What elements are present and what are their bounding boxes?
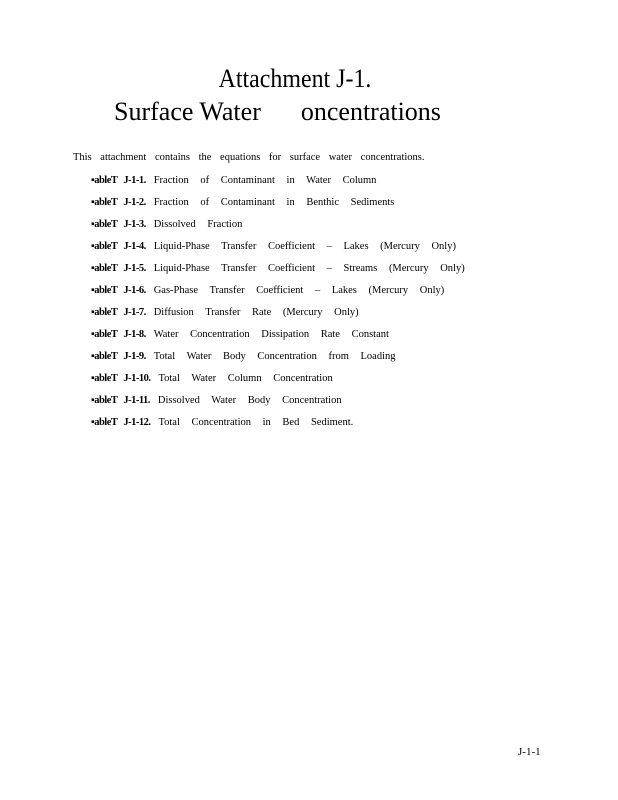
- table-label[interactable]: ▪ableT J-1-10.: [91, 373, 151, 384]
- table-list-item[interactable]: [91, 216, 465, 238]
- table-list-item[interactable]: [91, 326, 465, 348]
- table-list-item[interactable]: [91, 348, 465, 370]
- subtitle-part-2: oncentrations: [300, 97, 441, 126]
- table-description[interactable]: Liquid-Phase Transfer Coefficient – Lakes (Mercury Only): [153, 241, 456, 252]
- page-subtitle: [114, 97, 441, 127]
- table-label[interactable]: ▪ableT J-1-5.: [91, 263, 146, 274]
- table-list-item[interactable]: [91, 414, 465, 436]
- table-list-item[interactable]: [91, 172, 465, 194]
- table-list-item[interactable]: [91, 304, 465, 326]
- table-description[interactable]: Fraction of Contaminant in Benthic Sediments: [153, 197, 395, 208]
- page-number: J-1-1: [518, 746, 541, 758]
- intro-paragraph: This attachment contains the equations for surface water concentrations.: [73, 152, 425, 163]
- table-list-item[interactable]: [91, 238, 465, 260]
- table-label[interactable]: ▪ableT J-1-11.: [91, 395, 150, 406]
- table-label[interactable]: ▪ableT J-1-7.: [91, 307, 146, 318]
- table-label[interactable]: ▪ableT J-1-8.: [91, 329, 146, 340]
- table-description[interactable]: Dissolved Fraction: [153, 219, 243, 230]
- table-description[interactable]: Water Concentration Dissipation Rate Constant: [153, 329, 389, 340]
- table-description[interactable]: Liquid-Phase Transfer Coefficient – Streams (Mercury Only): [153, 263, 465, 274]
- table-description[interactable]: Gas-Phase Transfer Coefficient – Lakes (Mercury Only): [153, 285, 445, 296]
- table-label[interactable]: ▪ableT J-1-2.: [91, 197, 146, 208]
- table-description[interactable]: Total Water Column Concentration: [158, 373, 333, 384]
- table-list: [91, 172, 465, 436]
- table-description[interactable]: Total Water Body Concentration from Loading: [153, 351, 396, 362]
- subtitle-part-1: Surface Water: [114, 97, 261, 126]
- table-label[interactable]: ▪ableT J-1-4.: [91, 241, 146, 252]
- table-description[interactable]: Total Concentration in Bed Sediment.: [158, 417, 354, 428]
- table-label[interactable]: ▪ableT J-1-1.: [91, 175, 146, 186]
- table-list-item[interactable]: [91, 370, 465, 392]
- table-list-item[interactable]: [91, 282, 465, 304]
- table-list-item[interactable]: [91, 194, 465, 216]
- table-label[interactable]: ▪ableT J-1-9.: [91, 351, 146, 362]
- table-list-item[interactable]: [91, 260, 465, 282]
- table-description[interactable]: Diffusion Transfer Rate (Mercury Only): [153, 307, 359, 318]
- table-label[interactable]: ▪ableT J-1-6.: [91, 285, 146, 296]
- table-description[interactable]: Fraction of Contaminant in Water Column: [153, 175, 377, 186]
- table-description[interactable]: Dissolved Water Body Concentration: [157, 395, 342, 406]
- table-list-item[interactable]: [91, 392, 465, 414]
- page-title: Attachment J-1.: [218, 64, 372, 93]
- table-label[interactable]: ▪ableT J-1-3.: [91, 219, 146, 230]
- table-label[interactable]: ▪ableT J-1-12.: [91, 417, 151, 428]
